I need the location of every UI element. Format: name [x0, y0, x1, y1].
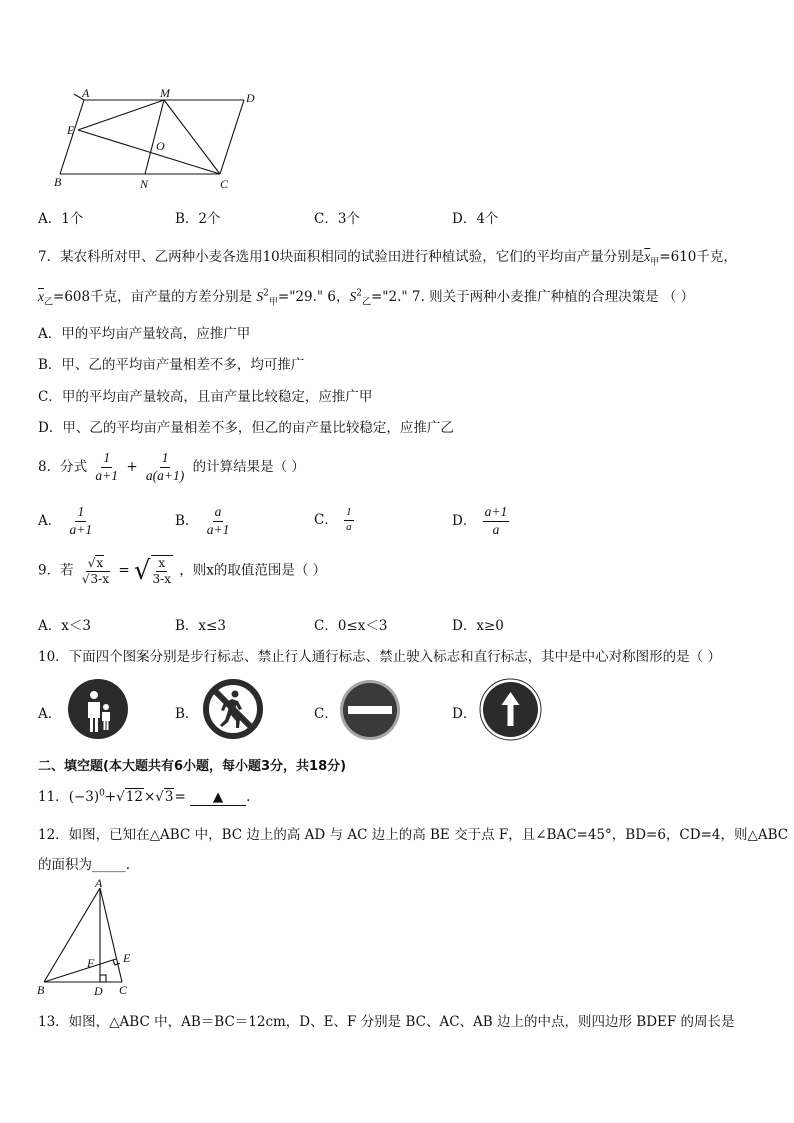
- label-C: C: [119, 983, 128, 997]
- q7-xbar-yi: $\overline{x}$: [38, 289, 44, 304]
- q12-line1: 12．如图，已知在△ABC 中，BC 边上的高 AD 与 AC 边上的高 BE 交于点 F，且∠BAC=45°，BD=6，CD=4，则△ABC: [38, 827, 789, 843]
- q11-base: (−3): [68, 789, 100, 805]
- q8-option-c[interactable]: [314, 506, 356, 535]
- label-D: D: [94, 984, 103, 998]
- section-2-heading: 二、填空题(本大题共有6小题，每小题3分，共18分): [38, 759, 347, 774]
- label-M: M: [160, 86, 170, 100]
- label-B: B: [54, 175, 62, 189]
- q13-text: 13．如图，△ABC 中，AB＝BC＝12cm，D、E、F 分别是 BC、AC、AB 边上的中点，则四边形 BDEF 的周长是: [38, 1014, 735, 1030]
- q8-f1-num: 1: [101, 450, 112, 468]
- q12-line2: 的面积为_____.: [38, 857, 131, 873]
- q8-b-num: a: [213, 504, 224, 522]
- q7-v1: ="29." 6，: [277, 289, 350, 305]
- label-O: O: [156, 139, 165, 153]
- q7-v2: ="2." 7. 则关于两种小麦推广种植的合理决策是 （ ）: [371, 289, 695, 305]
- label-N: N: [140, 177, 149, 191]
- q9-option-c[interactable]: C．0≤x＜3: [314, 618, 388, 634]
- label-E: E: [123, 951, 131, 965]
- q11-exp: 0: [99, 788, 105, 799]
- q7-sub-jia: 甲: [650, 257, 660, 268]
- q7-ssub-yi: 乙: [361, 297, 371, 308]
- q11-eq: =: [174, 789, 186, 805]
- q10-option-c-label[interactable]: C．: [314, 706, 338, 722]
- q8-option-a[interactable]: [38, 504, 96, 539]
- label-C: C: [220, 177, 229, 191]
- q9-suffix: ，则x的取值范围是（ ）: [179, 562, 327, 579]
- q6-option-c[interactable]: C．3个: [314, 211, 360, 227]
- label-A: A: [95, 876, 103, 890]
- q8-option-b[interactable]: [175, 504, 233, 539]
- q8-b-den: a+1: [206, 521, 230, 537]
- q8-c-label: C．: [314, 511, 338, 528]
- q7-xbar-jia: $\overline{x}$: [644, 249, 651, 264]
- q7-line1: [38, 245, 737, 268]
- q9-l-den: 3-x: [90, 571, 110, 586]
- q8-c-den: a: [346, 520, 352, 533]
- q8-stem: [38, 450, 305, 485]
- q11-root2: 3: [164, 789, 174, 805]
- q7-sub-yi: 乙: [44, 297, 54, 308]
- q11-plus: +: [104, 789, 117, 805]
- q11-line: 11．$(-3)^0+√12\times√3=$ ▲ .: [38, 788, 251, 805]
- q7-option-c[interactable]: C．甲的平均亩产量较高，且亩产量比较稳定，应推广甲: [38, 389, 373, 405]
- q8-d-den: a: [492, 521, 500, 537]
- q8-a-den: a+1: [69, 521, 93, 537]
- q7-eq610: =610千克，: [659, 249, 737, 265]
- q7-s-jia: S: [256, 289, 264, 304]
- pedestrian-sign-icon[interactable]: [67, 678, 129, 740]
- q7-sup-jia: 2: [263, 288, 269, 299]
- q8-plus: +: [126, 458, 138, 475]
- parallelogram-figure: [50, 86, 270, 196]
- q9-option-a[interactable]: A．x＜3: [38, 618, 91, 634]
- q8-b-label: B．: [175, 512, 199, 529]
- q11-times: ×: [143, 789, 156, 805]
- q6-option-d[interactable]: D．4个: [452, 211, 499, 227]
- q7-option-b[interactable]: B．甲、乙的平均亩产量相差不多，均可推广: [38, 357, 305, 373]
- label-E: E: [67, 123, 75, 137]
- no-pedestrian-sign-icon[interactable]: [202, 678, 264, 740]
- label-F: F: [87, 956, 95, 970]
- q8-f1-den: a+1: [95, 467, 119, 483]
- no-entry-sign-icon[interactable]: [339, 679, 401, 741]
- q7-eq608: =608千克，亩产量的方差分别是: [53, 289, 253, 305]
- q9-option-d[interactable]: D．x≥0: [452, 618, 504, 634]
- q10-option-b-label[interactable]: B．: [175, 706, 199, 722]
- q7-ssub-jia: 甲: [268, 297, 278, 308]
- q7-line2: [38, 285, 694, 308]
- q9-option-b[interactable]: B．x≤3: [175, 618, 226, 634]
- q9-r-num: x: [158, 556, 166, 570]
- q11-root1: 12: [125, 789, 143, 805]
- q8-option-d[interactable]: [452, 504, 511, 539]
- q7-s-yi: S: [349, 289, 357, 304]
- q8-f2-num: 1: [160, 450, 171, 468]
- q7-option-a[interactable]: A．甲的平均亩产量较高，应推广甲: [38, 326, 251, 342]
- q9-prefix: 9．若: [38, 562, 74, 579]
- q11-prefix: 11．: [38, 789, 69, 805]
- q9-stem: 9．若 $\frac{√x}{√3-x}$ = √ $\frac{x}{3-x}$ ，则x的取值范围是（ ）: [38, 555, 327, 586]
- q8-suffix: 的计算结果是（ ）: [192, 458, 305, 475]
- q8-c-num: 1: [344, 506, 354, 521]
- q10-stem: 10．下面四个图案分别是步行标志、禁止行人通行标志、禁止驶入标志和直行标志，其中是中心对称图形的是（ ）: [38, 649, 721, 665]
- q9-r-den: 3-x: [152, 572, 171, 586]
- label-A: A: [82, 86, 90, 100]
- triangle-figure: [34, 876, 144, 1001]
- q8-prefix: 8．分式: [38, 458, 88, 475]
- q8-d-label: D．: [452, 512, 477, 529]
- q11-end: .: [246, 789, 251, 805]
- q7-text: 7．某农科所对甲、乙两种小麦各选用10块面积相同的试验田进行种植试验，它们的平均亩产量分别是: [38, 249, 645, 265]
- q9-l-num: x: [96, 555, 104, 570]
- q8-f2-den: a(a+1): [145, 467, 185, 483]
- label-D: D: [246, 91, 255, 105]
- q7-option-d[interactable]: D．甲、乙的平均亩产量相差不多，但乙的亩产量比较稳定，应推广乙: [38, 420, 454, 436]
- q8-a-label: A．: [38, 512, 62, 529]
- q8-a-num: 1: [75, 504, 86, 522]
- q11-answer-blank[interactable]: [190, 789, 246, 806]
- q11-blank-marker: ▲: [212, 789, 224, 805]
- q7-sup-yi: 2: [356, 288, 362, 299]
- q6-option-b[interactable]: B．2个: [175, 211, 221, 227]
- q10-option-d-label[interactable]: D．: [452, 706, 477, 722]
- straight-ahead-sign-icon[interactable]: [479, 678, 542, 741]
- label-B: B: [37, 983, 45, 997]
- q8-d-num: a+1: [483, 504, 510, 522]
- q6-option-a[interactable]: A．1个: [38, 211, 84, 227]
- q9-eq: =: [118, 562, 130, 579]
- q10-option-a-label[interactable]: A．: [38, 706, 62, 722]
